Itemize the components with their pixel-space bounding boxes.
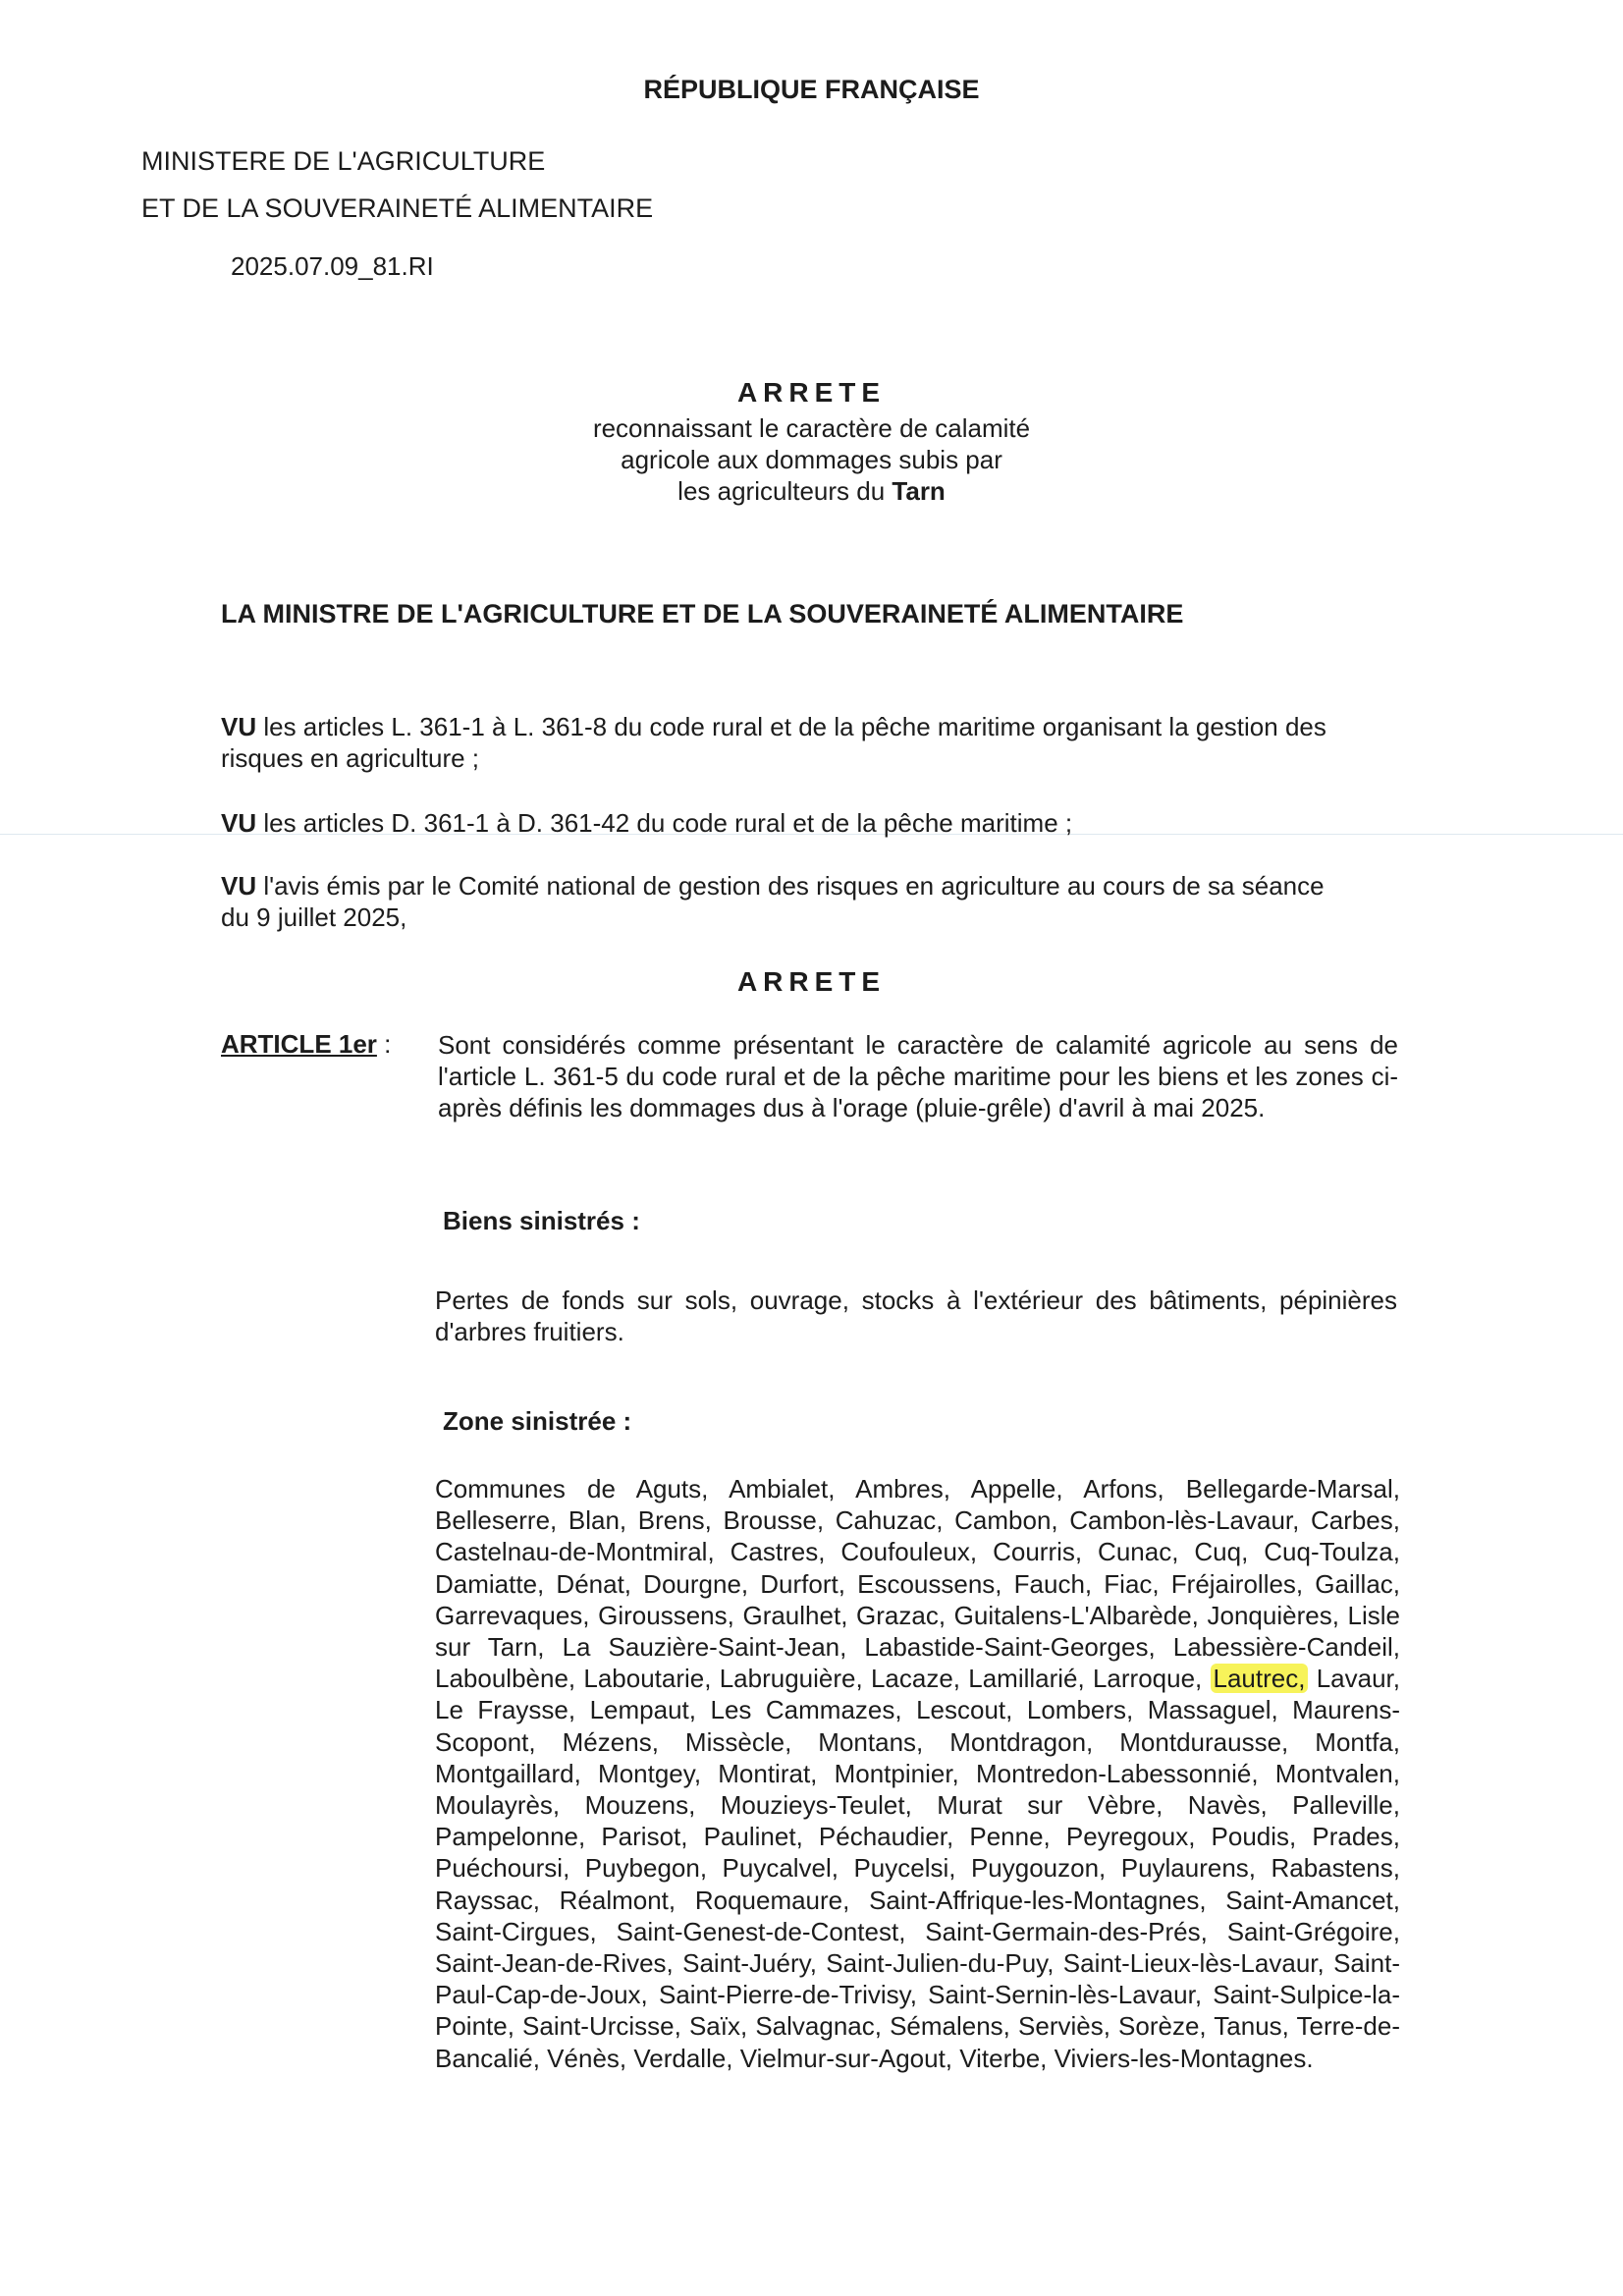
zone-text-before: Communes de Aguts, Ambialet, Ambres, Appelle, Arfons, Bellegarde-Marsal, Belleserre, Blan, Brens, Brousse, Cahuzac, Cambon, Cambon-lès-Lavaur, Carbes, Castelnau-de-Montmiral, Castres, Coufouleux, Courris, Cunac, Cuq, Cuq-Toulza, Damiatte, Dénat, Dourgne, Durfort, Escoussens, Fauch, Fiac, Fréjairolles, Gaillac, Garrevaques, Giroussens, Graulhet, Grazac, Guitalens-L'Albarède, Jonquières, Lisle sur Tarn, La Sauzière-Saint-Jean, Labastide-Saint-Georges, Labessière-Candeil, Laboulbène, Laboutarie, Labruguière, Lacaze, Lamillarié, Larroque, — [435, 1474, 1400, 1694]
article-1-label — [221, 1029, 391, 1060]
vu-text: les articles D. 361-1 à D. 361-42 du code rural et de la pêche maritime ; — [256, 808, 1073, 838]
title-line-3-prefix: les agriculteurs du — [677, 476, 893, 506]
article-1-text: Sont considérés comme présentant le caractère de calamité agricole au sens de l'article L. 361-5 du code rural et de la pêche maritime pour les biens et les zones ci-après définis les dommages dus à l'orage (pluie-grêle) d'avril à mai 2025. — [438, 1030, 1398, 1122]
title-line-1: reconnaissant le caractère de calamité — [592, 413, 1031, 443]
republic-heading: RÉPUBLIQUE FRANÇAISE — [643, 75, 980, 104]
vu-label: VU — [221, 712, 257, 741]
title-department: Tarn — [892, 476, 946, 506]
arrete-heading: ARRETE — [736, 966, 887, 997]
biens-text: Pertes de fonds sur sols, ouvrage, stocks à l'extérieur des bâtiments, pépinières d'arbres fruitiers. — [435, 1285, 1397, 1346]
ministry-name — [141, 137, 653, 232]
zone-text-after: Lavaur, Le Fraysse, Lempaut, Les Cammazes, Lescout, Lombers, Massaguel, Maurens-Scopont, Mézens, Missècle, Montans, Montdragon, Montdurausse, Montfa, Montgaillard, Montgey, Montirat, Montpinier, Montredon-Labessonnié, Montvalen, Moulayrès, Mouzens, Mouzieys-Teulet, Murat sur Vèbre, Navès, Palleville, Pampelonne, Parisot, Paulinet, Péchaudier, Penne, Peyregoux, Poudis, Prades, Puéchoursi, Puybegon, Puycalvel, Puycelsi, Puygouzon, Puylaurens, Rabastens, Rayssac, Réalmont, Roquemaure, Saint-Affrique-les-Montagnes, Saint-Amancet, Saint-Cirgues, Saint-Genest-de-Contest, Saint-Germain-des-Prés, Saint-Grégoire, Saint-Jean-de-Rives, Saint-Juéry, Saint-Julien-du-Puy, Saint-Lieux-lès-Lavaur, Saint-Paul-Cap-de-Joux, Saint-Pierre-de-Trivisy, Saint-Sernin-lès-Lavaur, Saint-Sulpice-la-Pointe, Saint-Urcisse, Saïx, Salvagnac, Sémalens, Serviès, Sorèze, Tanus, Terre-de-Bancalié, Vénès, Verdalle, Vielmur-sur-Agout, Viterbe, Viviers-les-Montagnes. — [435, 1664, 1400, 2073]
ministry-line-2: ET DE LA SOUVERAINETÉ ALIMENTAIRE — [141, 193, 654, 223]
minister-heading: LA MINISTRE DE L'AGRICULTURE ET DE LA SOUVERAINETÉ ALIMENTAIRE — [221, 599, 1184, 629]
vu-paragraph-3 — [221, 870, 1350, 933]
vu-label: VU — [221, 808, 257, 838]
vu-paragraph-1 — [221, 711, 1350, 774]
biens-heading: Biens sinistrés : — [443, 1206, 640, 1235]
title-line-3 — [0, 475, 1623, 507]
vu-text: les articles L. 361-1 à L. 361-8 du code rural et de la pêche maritime organisant la gestion des risques en agriculture ; — [221, 712, 1326, 773]
zone-heading: Zone sinistrée : — [443, 1406, 632, 1436]
article-1-colon: : — [376, 1029, 392, 1059]
document-reference: 2025.07.09_81.RI — [231, 251, 434, 281]
title-line-2: agricole aux dommages subis par — [621, 445, 1002, 474]
vu-text: l'avis émis par le Comité national de gestion des risques en agriculture au cours de sa séance du 9 juillet 2025, — [221, 871, 1325, 932]
ministry-line-1: MINISTERE DE L'AGRICULTURE — [141, 146, 546, 176]
zone-communes-list — [435, 1473, 1400, 2074]
highlighted-commune: Lautrec, — [1211, 1664, 1309, 1693]
vu-paragraph-2 — [221, 807, 1350, 839]
vu-label: VU — [221, 871, 257, 901]
title-block — [0, 377, 1623, 507]
article-1-title: ARTICLE 1er — [221, 1029, 377, 1059]
title-heading: ARRETE — [736, 377, 887, 408]
